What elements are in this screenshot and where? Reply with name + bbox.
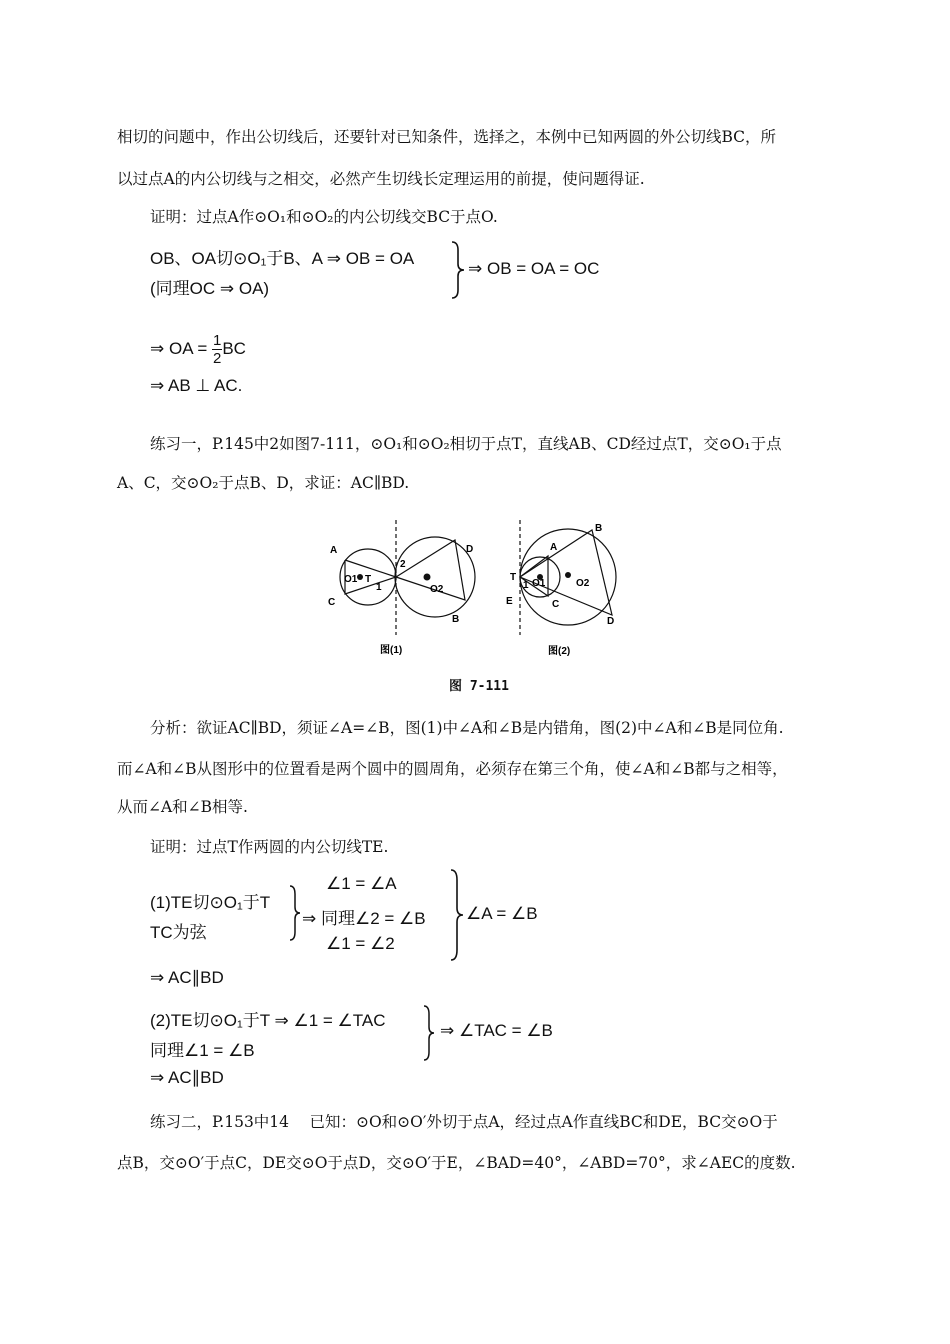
fig1-label-o1: O1 xyxy=(344,574,358,585)
proof2-a1: (1)TE切⊙O₁于T xyxy=(150,893,271,912)
fig2-label-1: 1 xyxy=(523,580,529,591)
proof2-a2: TC为弦 xyxy=(150,923,207,942)
frac-denominator: 2 xyxy=(212,350,222,367)
proof2-b2: ⇒ 同理∠2 = ∠B xyxy=(302,909,426,928)
fig2-label-o2: O2 xyxy=(576,578,590,589)
proof2-d1: (2)TE切⊙O₁于T ⇒ ∠1 = ∠TAC xyxy=(150,1011,386,1030)
proof2-result-2: ⇒ AC∥BD xyxy=(150,1068,224,1087)
fig2-caption: 图(2) xyxy=(548,646,571,657)
fig1-label-d: D xyxy=(466,544,474,555)
proof2-result-1: ⇒ AC∥BD xyxy=(150,968,224,987)
fig1-label-o2: O2 xyxy=(430,584,444,595)
fig2-label-d: D xyxy=(607,616,615,627)
proof2-b1: ∠1 = ∠A xyxy=(326,874,397,893)
intro-line-1: 相切的问题中，作出公切线后，还要针对已知条件，选择之，本例中已知两圆的外公切线BC，所 xyxy=(117,128,777,146)
fig2-label-t: T xyxy=(510,572,517,583)
figure-7-111 xyxy=(320,520,630,670)
brace-4 xyxy=(422,1004,436,1062)
fig2-label-e: E xyxy=(506,596,513,607)
proof1-heading: 证明：过点A作⊙O₁和⊙O₂的内公切线交BC于点O. xyxy=(150,208,498,226)
brace-2 xyxy=(288,884,302,942)
proof2-heading: 证明：过点T作两圆的内公切线TE. xyxy=(150,838,389,856)
brace-1 xyxy=(450,240,466,300)
fig1-label-1: 1 xyxy=(376,582,382,593)
fig2-label-a: A xyxy=(550,542,558,553)
exercise1-line-1: 练习一，P.145中2如图7-111，⊙O₁和⊙O₂相切于点T，直线AB、CD经过点T，交⊙O₁于点 xyxy=(150,435,782,453)
fig2-label-b: B xyxy=(595,523,603,534)
fig2-label-c: C xyxy=(552,599,560,610)
fig1-label-a: A xyxy=(330,545,338,556)
exercise2-line-1: 练习二，P.153中14 已知：⊙O和⊙O′外切于点A，经过点A作直线BC和DE，BC交⊙O于 xyxy=(150,1113,778,1131)
proof2-d2: 同理∠1 = ∠B xyxy=(150,1041,255,1060)
exercise1-line-2: A、C，交⊙O₂于点B、D，求证：AC∥BD. xyxy=(117,474,410,492)
analysis-line-2: 而∠A和∠B从图形中的位置看是两个圆中的圆周角，必须存在第三个角，使∠A和∠B都与之相等， xyxy=(117,760,788,778)
proof1-line-2: (同理OC ⇒ OA) xyxy=(150,279,270,298)
fig1-label-t: T xyxy=(365,574,372,585)
fig2-label-o1: O1 xyxy=(532,578,546,589)
proof2-b3: ∠1 = ∠2 xyxy=(326,934,395,953)
intro-line-2: 以过点A的内公切线与之相交，必然产生切线长定理运用的前提，使问题得证. xyxy=(117,170,645,188)
figure-caption: 图 7-111 xyxy=(449,679,509,694)
frac-numerator: 1 xyxy=(212,332,222,349)
proof2-c1: ∠A = ∠B xyxy=(466,904,538,923)
analysis-line-1: 分析：欲证AC∥BD，须证∠A=∠B，图(1)中∠A和∠B是内错角，图(2)中∠A和∠B是同位角. xyxy=(150,719,784,737)
proof1-line-4: ⇒ OA = $\frac{1}{2}$ BC xyxy=(150,332,246,367)
proof1-line-3: ⇒ OB = OA = OC xyxy=(468,259,600,278)
fig1-label-2: 2 xyxy=(400,559,406,570)
proof1-line-1: OB、OA切⊙O₁于B、A ⇒ OB = OA xyxy=(150,249,415,268)
analysis-line-3: 从而∠A和∠B相等. xyxy=(117,798,248,816)
exercise2-line-2: 点B，交⊙O′于点C，DE交⊙O于点D，交⊙O′于E，∠BAD=40°，∠ABD=70°，求∠AEC的度数. xyxy=(117,1154,796,1172)
brace-3 xyxy=(449,868,465,962)
proof2-e1: ⇒ ∠TAC = ∠B xyxy=(440,1021,553,1040)
fig1-label-c: C xyxy=(328,597,336,608)
fig1-label-b: B xyxy=(452,614,460,625)
proof1-line-5: ⇒ AB ⊥ AC. xyxy=(150,376,243,395)
fig1-caption: 图(1) xyxy=(380,645,403,656)
